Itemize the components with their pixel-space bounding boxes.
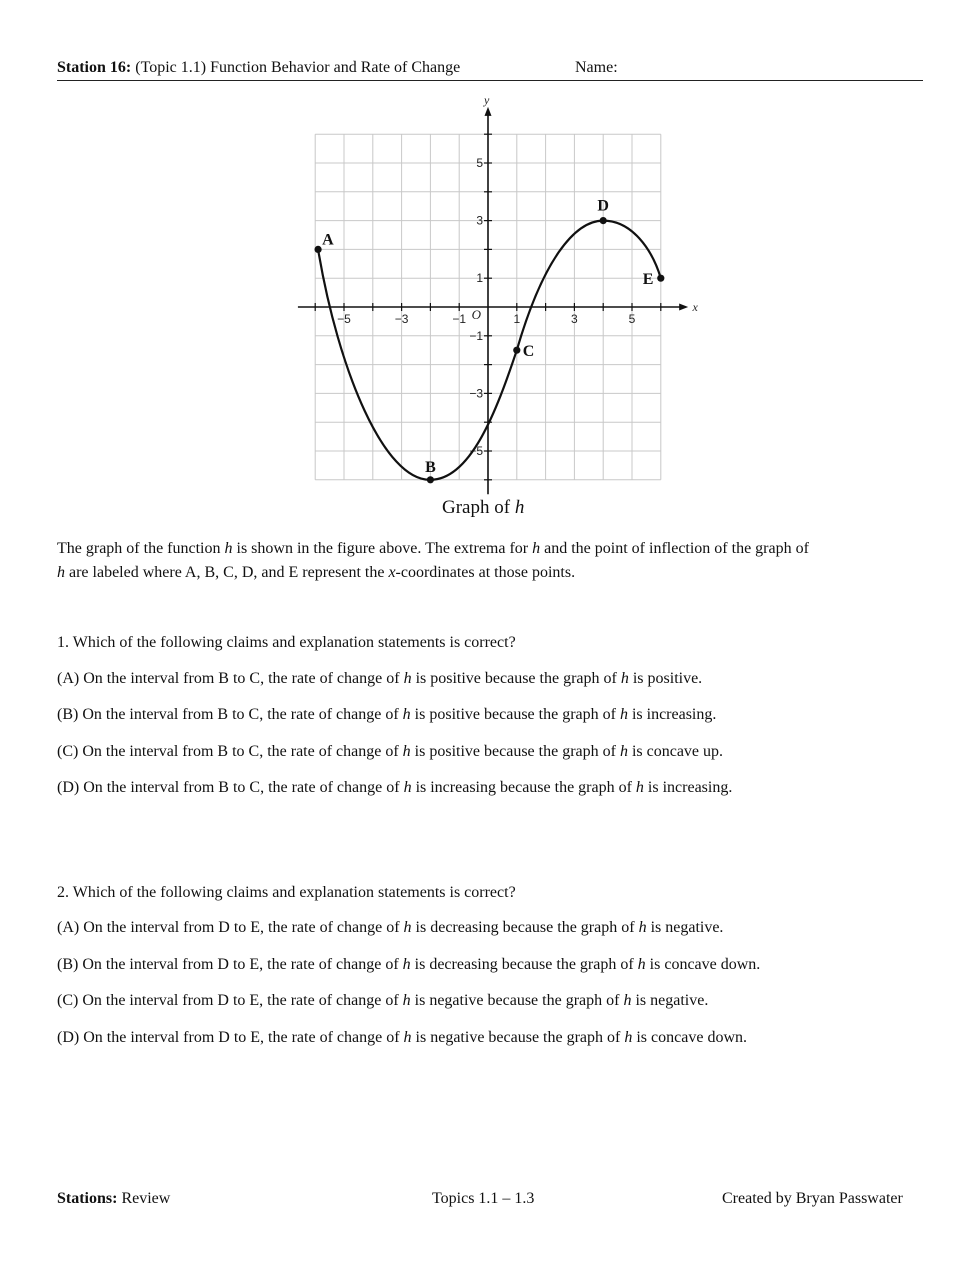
footer-stations-label: Stations:: [57, 1190, 118, 1207]
option-var: h: [403, 1029, 412, 1046]
option-text: is negative because the graph of: [414, 992, 620, 1009]
option-text: is positive because the graph of: [414, 706, 616, 723]
option-var: h: [402, 992, 411, 1009]
y-tick-label: 1: [476, 271, 483, 286]
point-D: [600, 217, 607, 224]
question-1-prompt: 1. Which of the following claims and explanation statements is correct?: [57, 634, 516, 651]
option-text: is negative.: [650, 919, 724, 936]
option-text: is positive.: [632, 670, 703, 687]
intro-var-3: h: [57, 564, 65, 581]
y-axis-label: y: [484, 92, 490, 107]
point-C: [513, 347, 520, 354]
name-label: Name:: [575, 59, 618, 76]
question-2-option-c[interactable]: [57, 991, 708, 1011]
option-var: h: [620, 670, 629, 687]
graph-of-h: [296, 90, 706, 500]
option-text: is concave up.: [631, 743, 724, 760]
y-tick-label: 3: [476, 213, 483, 228]
option-var: h: [624, 1029, 633, 1046]
option-var: h: [402, 743, 411, 760]
option-var: h: [403, 779, 412, 796]
caption-var: h: [514, 497, 525, 518]
option-var: h: [635, 779, 644, 796]
option-text: (C) On the interval from B to C, the rate of change of: [57, 743, 399, 760]
footer-left: [57, 1189, 170, 1209]
option-var: h: [619, 706, 628, 723]
point-label-B: B: [425, 458, 436, 476]
option-var: h: [638, 919, 647, 936]
option-var: h: [619, 743, 628, 760]
option-text: is decreasing because the graph of: [414, 956, 634, 973]
caption-prefix: Graph of: [442, 497, 511, 518]
option-text: is decreasing because the graph of: [415, 919, 635, 936]
option-var: h: [403, 670, 412, 687]
x-axis-arrow: [679, 304, 688, 311]
option-text: is positive because the graph of: [415, 670, 617, 687]
axes: [298, 107, 688, 494]
intro-var-4: x: [388, 564, 396, 581]
option-var: h: [623, 992, 632, 1009]
question-1-option-a[interactable]: [57, 669, 702, 689]
intro-text-2: is shown in the figure above. The extrema for: [236, 540, 529, 557]
x-axis-label: x: [692, 300, 698, 314]
graph-caption: [442, 497, 524, 519]
option-text: is increasing.: [631, 706, 717, 723]
point-label-A: A: [322, 231, 334, 249]
y-tick-label: 5: [476, 156, 483, 170]
intro-paragraph: [57, 537, 923, 585]
question-2-option-a[interactable]: [57, 918, 723, 938]
option-text: is increasing.: [647, 779, 733, 796]
option-text: is increasing because the graph of: [415, 779, 632, 796]
point-label-C: C: [522, 343, 535, 361]
option-text: is concave down.: [636, 1029, 747, 1046]
footer-review: Review: [121, 1190, 171, 1207]
option-var: h: [403, 919, 412, 936]
x-tick-label: 1: [513, 312, 521, 326]
question-2-option-d[interactable]: [57, 1028, 747, 1048]
option-text: (B) On the interval from B to C, the rate of change of: [57, 706, 399, 723]
station-number: Station 16:: [57, 59, 132, 76]
question-2-prompt: 2. Which of the following claims and explanation statements is correct?: [57, 884, 516, 901]
option-var: h: [402, 956, 411, 973]
option-var: h: [637, 956, 646, 973]
point-B: [427, 476, 434, 483]
intro-text-4: are labeled where A, B, C, D, and E represent the: [69, 564, 385, 581]
x-tick-label: −1: [452, 312, 467, 326]
intro-var-2: h: [532, 540, 541, 557]
option-text: is negative because the graph of: [415, 1029, 621, 1046]
y-tick-label: −1: [469, 328, 483, 343]
footer-center: Topics 1.1 – 1.3: [432, 1190, 535, 1207]
footer-right: Created by Bryan Passwater: [722, 1190, 903, 1207]
option-text: is negative.: [635, 992, 709, 1009]
option-text: (A) On the interval from B to C, the rate of change of: [57, 670, 400, 687]
option-text: is concave down.: [649, 956, 761, 973]
option-text: (B) On the interval from D to E, the rate of change of: [57, 956, 399, 973]
option-text: is positive because the graph of: [414, 743, 616, 760]
station-topic: (Topic 1.1) Function Behavior and Rate of Change: [135, 59, 461, 76]
y-tick-label: −5: [469, 444, 483, 458]
point-label-E: E: [642, 271, 654, 289]
x-tick-label: 5: [628, 312, 636, 326]
option-text: (C) On the interval from D to E, the rate of change of: [57, 992, 399, 1009]
intro-text-1: The graph of the function: [57, 540, 221, 557]
question-1-option-d[interactable]: [57, 778, 732, 798]
y-axis-arrow: [485, 107, 492, 116]
intro-text-6: at those points.: [478, 564, 576, 581]
option-text: (D) On the interval from B to C, the rate of change of: [57, 779, 400, 796]
question-1-option-c[interactable]: [57, 742, 723, 762]
question-1-option-b[interactable]: [57, 705, 716, 725]
y-tick-label: −3: [469, 386, 483, 401]
page-header: [57, 58, 923, 81]
intro-text-5: -coordinates: [395, 564, 475, 581]
intro-var-1: h: [224, 540, 233, 557]
question-2-option-b[interactable]: [57, 955, 760, 975]
option-text: (D) On the interval from D to E, the rate of change of: [57, 1029, 400, 1046]
option-var: h: [402, 706, 411, 723]
labeled-points: [314, 198, 664, 484]
x-tick-label: 3: [571, 312, 578, 326]
x-tick-label: −3: [394, 312, 409, 326]
origin-label: O: [471, 307, 481, 322]
point-E: [657, 275, 664, 282]
option-text: (A) On the interval from D to E, the rate of change of: [57, 919, 400, 936]
point-A: [314, 246, 321, 253]
point-label-D: D: [597, 197, 609, 215]
x-tick-label: −5: [337, 312, 351, 326]
function-curve: [318, 221, 661, 480]
intro-text-3: and the point of inflection of the graph of: [544, 540, 809, 557]
